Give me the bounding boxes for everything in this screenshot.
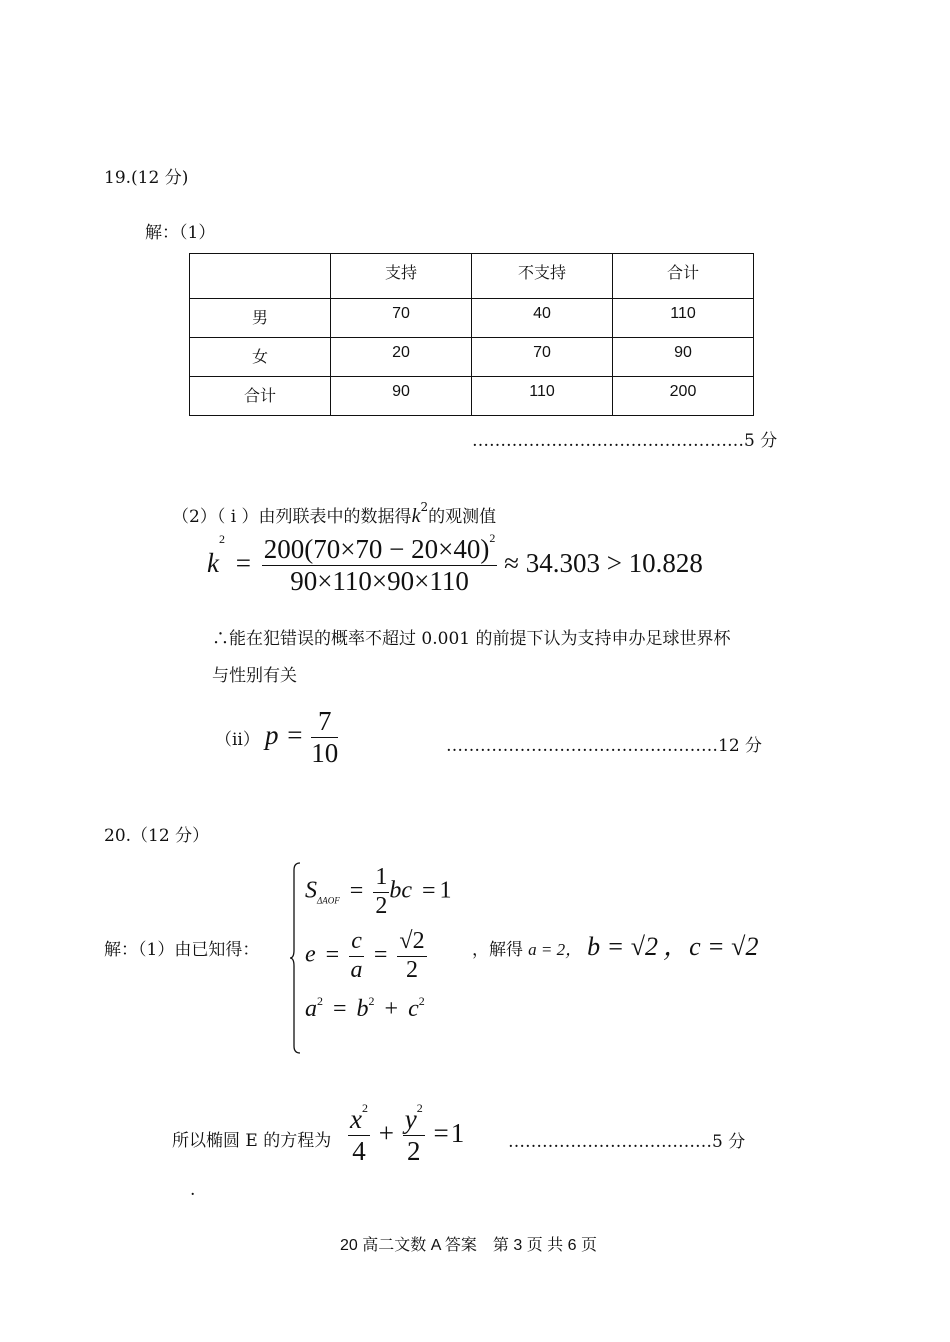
exponent: 2: [361, 1101, 368, 1115]
table-cell: 不支持: [472, 254, 613, 299]
y-variable: y: [404, 1104, 417, 1134]
k2-fraction: [262, 531, 498, 597]
solve-label: ，解得: [472, 940, 523, 960]
k2-formula: $k^2$ = $\frac{200(70\times 70 - 20\times 40)^2}{90\times 110\times 90\times 110}$ ≈ 34.303 > 10.828: [207, 531, 703, 597]
k-variable: k: [411, 505, 421, 527]
triangle-subscript: ΔAOF: [317, 895, 340, 906]
table-cell: 110: [472, 377, 613, 416]
exponent: 2: [317, 994, 323, 1008]
q19-part2-intro: [172, 502, 496, 528]
p-variable: p: [264, 719, 279, 750]
ellipse-relation-equation: $a^2 = b^2 + c^2$: [305, 994, 425, 1022]
fraction-denominator: 2: [406, 1136, 421, 1167]
page-footer: 20 高二文数 A 答案 第 3 页 共 6 页: [340, 1237, 597, 1254]
b-value: b = √2: [587, 932, 658, 961]
S-variable: S: [305, 877, 317, 904]
fraction-denominator: a: [350, 956, 363, 983]
ellipse-equation: $\frac{x^2}{4}$ + $\frac{y^2}{2}$ =1: [350, 1101, 465, 1167]
x-fraction: [348, 1101, 370, 1167]
half-fraction: [373, 864, 389, 920]
k-variable: k: [207, 547, 219, 578]
rhs-one: 1: [450, 1117, 465, 1148]
q19-header: 19.(12 分): [104, 168, 189, 188]
table-cell: 合计: [190, 377, 331, 416]
contingency-table: [189, 253, 754, 416]
exponent: 2: [416, 1101, 423, 1115]
q19-solution-label: 解：（1）: [145, 223, 216, 243]
table-cell: 90: [613, 338, 754, 377]
a-value: a = 2，: [528, 940, 583, 959]
conclusion-line: 与性别有关: [212, 666, 297, 686]
bc-term: bc: [389, 877, 412, 904]
table-cell: 女: [190, 338, 331, 377]
table-cell: [190, 254, 331, 299]
table-row: [190, 299, 754, 338]
part-ii-answer: （ii） p = $\frac{7}{10}$: [215, 706, 339, 769]
fraction-numerator: c: [349, 928, 364, 957]
area-value: 1: [439, 877, 452, 904]
equation-area: $S_{\Delta AOF}$ = $\frac{1}{2}$ bc = 1: [305, 864, 452, 919]
exponent: 2: [420, 500, 429, 514]
table-cell: 110: [613, 299, 754, 338]
exponent: 2: [368, 994, 375, 1008]
stray-dot: .: [190, 1180, 196, 1200]
c-value: ，c = √2: [663, 932, 759, 961]
conclusion-line: ∴能在犯错误的概率不超过 0.001 的前提下认为支持申办足球世界杯: [212, 629, 731, 649]
e-variable: e: [305, 941, 316, 968]
eccentricity-equation: e = $\frac{c}{a}$ = $\frac{√2}{2}$: [305, 928, 425, 983]
a-variable: a: [305, 996, 317, 1022]
c-variable: c: [408, 996, 419, 1022]
table-row: [190, 338, 754, 377]
score-mark: …………………………………………5 分: [472, 431, 778, 451]
table-cell: 支持: [331, 254, 472, 299]
q20-header: 20.（12 分）: [104, 826, 210, 846]
system-brace: [289, 862, 301, 1054]
table-row: [190, 254, 754, 299]
exponent: 2: [218, 532, 225, 546]
b-variable: b: [356, 996, 369, 1022]
fraction-denominator: 2: [405, 956, 418, 983]
table-cell: 200: [613, 377, 754, 416]
solution-values: [472, 926, 758, 963]
fraction-denominator: 10: [311, 738, 339, 769]
x-variable: x: [350, 1104, 362, 1134]
fraction-denominator: 2: [375, 892, 388, 919]
fraction-numerator: 1: [373, 864, 389, 893]
part-ii-label: （ii）: [215, 730, 260, 751]
root2-over-2-fraction: [397, 928, 426, 984]
part2-after: 的观测值: [428, 507, 497, 527]
table-cell: 20: [331, 338, 472, 377]
fraction-numerator: √2: [397, 928, 426, 957]
table-cell: 70: [331, 299, 472, 338]
score-mark: …………………………………………12 分: [446, 736, 763, 756]
part2-label: （2）（ i ）由列联表中的数据得: [172, 507, 412, 527]
fraction-numerator: 200(70×70 − 20×40): [263, 534, 490, 564]
score-mark: ………………………………5 分: [508, 1132, 746, 1152]
table-cell: 90: [331, 377, 472, 416]
fraction-numerator: 7: [311, 706, 338, 738]
table-cell: 合计: [613, 254, 754, 299]
table-cell: 男: [190, 299, 331, 338]
fraction-denominator: 4: [352, 1136, 366, 1167]
table-cell: 70: [472, 338, 613, 377]
fraction-denominator: 90×110×90×110: [290, 566, 469, 597]
exponent: 2: [489, 531, 496, 545]
q20-solution-label: 解：（1）由已知得：: [104, 940, 260, 960]
table-row: [190, 377, 754, 416]
c-over-a-fraction: [349, 928, 364, 984]
probability-fraction: [311, 706, 338, 769]
formula-rhs: ≈ 34.303 > 10.828: [504, 547, 703, 578]
y-fraction: [403, 1101, 425, 1167]
table-cell: 40: [472, 299, 613, 338]
exponent: 2: [418, 994, 425, 1008]
ellipse-label: 所以椭圆 E 的方程为: [172, 1131, 332, 1151]
